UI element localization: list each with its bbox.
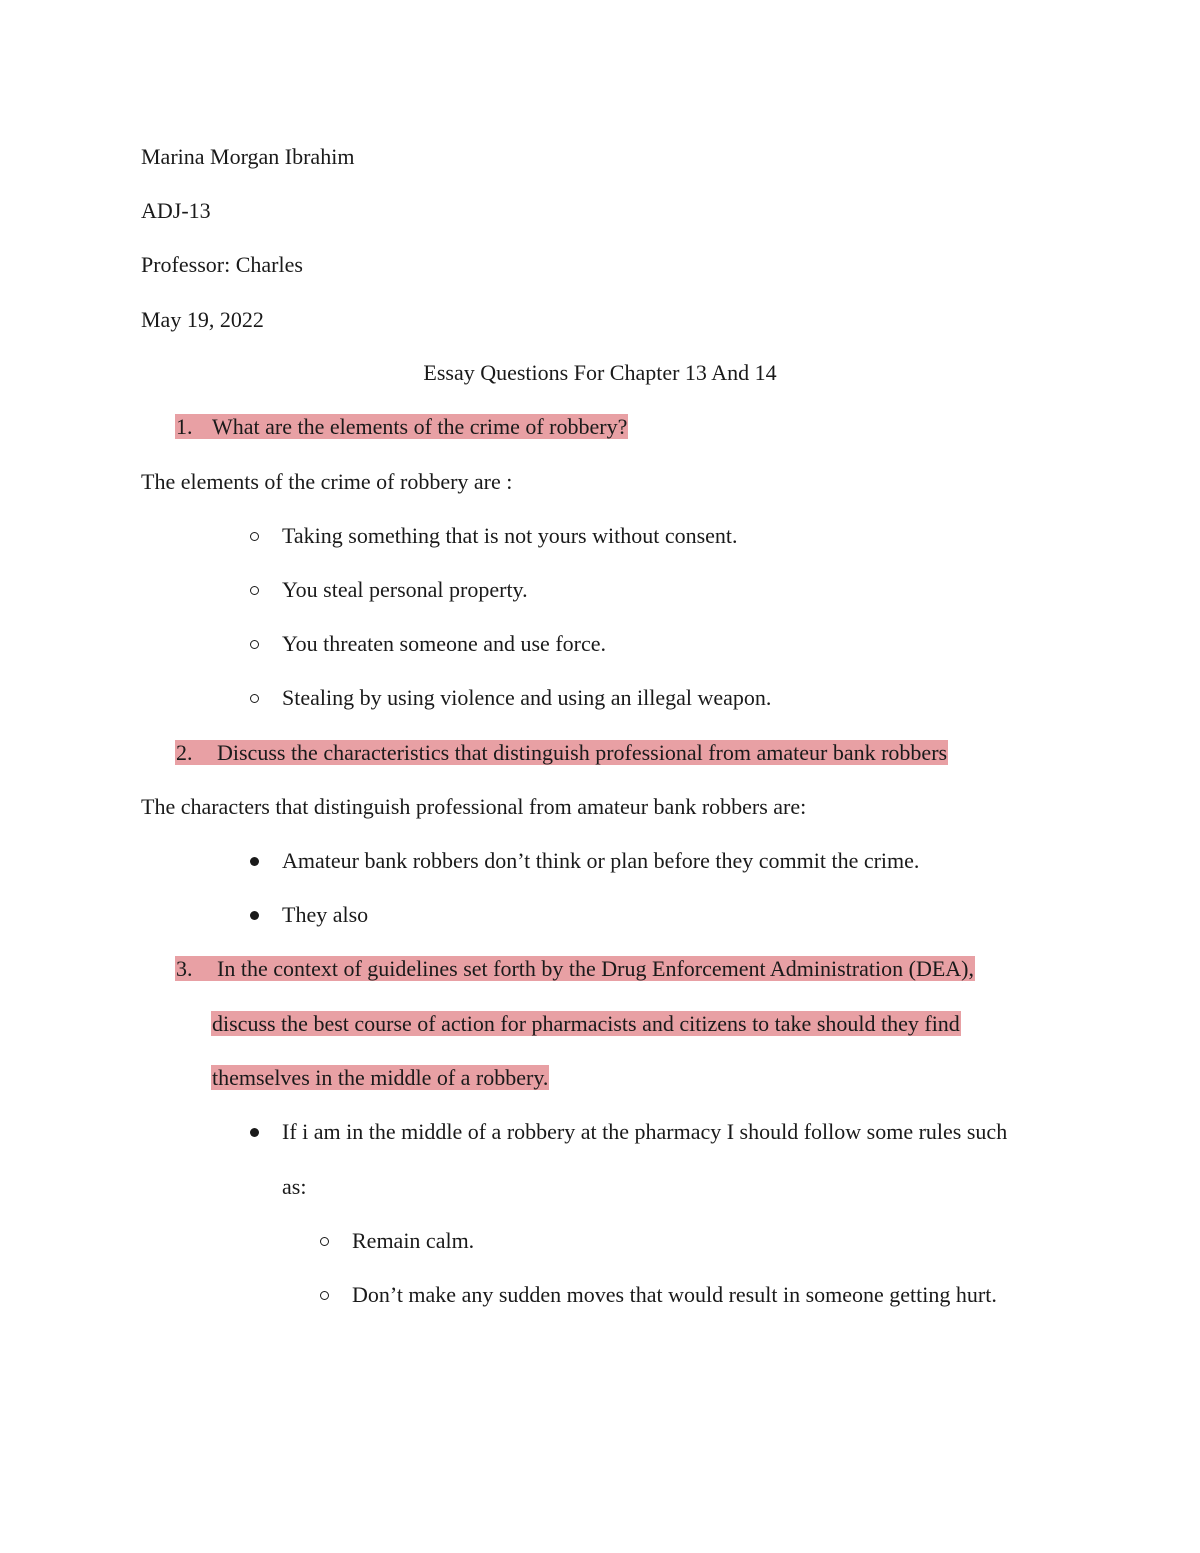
circle-bullet-icon — [320, 1291, 329, 1300]
question-3-text-line-1: In the context of guidelines set forth by the Drug Enforcement Administration (DEA), — [217, 956, 974, 981]
question-2-highlight — [175, 740, 948, 765]
list-item-text: You steal personal property. — [282, 577, 528, 602]
list-item-text: If i am in the middle of a robbery at the pharmacy I should follow some rules such — [282, 1119, 1008, 1144]
circle-bullet-icon — [250, 640, 259, 649]
list-item — [248, 901, 368, 929]
question-2 — [175, 739, 948, 767]
question-1-number: 1. — [176, 414, 193, 439]
sub-list-item-text: Don’t make any sudden moves that would result in someone getting hurt. — [352, 1282, 997, 1307]
course-code: ADJ-13 — [141, 198, 211, 223]
sub-list-item — [318, 1227, 474, 1255]
question-2-text: Discuss the characteristics that distinguish professional from amateur bank robbers — [217, 740, 948, 765]
question-3-text-line-2: discuss the best course of action for pharmacists and citizens to take should they find — [212, 1011, 960, 1036]
list-item — [248, 630, 606, 658]
circle-bullet-icon — [250, 586, 259, 595]
list-item — [248, 576, 528, 604]
answer-1-intro: The elements of the crime of robbery are : — [141, 469, 513, 494]
question-3-highlight — [175, 956, 975, 981]
question-3-line-3 — [211, 1064, 549, 1092]
sub-list-item — [318, 1281, 997, 1309]
question-1-text: What are the elements of the crime of robbery? — [212, 414, 628, 439]
question-1-highlight — [175, 414, 628, 439]
question-2-number: 2. — [176, 740, 193, 765]
question-3-text-line-3: themselves in the middle of a robbery. — [212, 1065, 549, 1090]
filled-bullet-icon — [250, 911, 259, 920]
question-3-number: 3. — [176, 956, 193, 981]
list-item — [248, 522, 738, 550]
list-item-text: Amateur bank robbers don’t think or plan before they commit the crime. — [282, 848, 920, 873]
question-1 — [175, 413, 628, 441]
list-item-text: Stealing by using violence and using an illegal weapon. — [282, 685, 772, 710]
essay-title: Essay Questions For Chapter 13 And 14 — [423, 360, 777, 385]
circle-bullet-icon — [320, 1237, 329, 1246]
list-item-continuation: as: — [282, 1174, 307, 1199]
circle-bullet-icon — [250, 694, 259, 703]
circle-bullet-icon — [250, 532, 259, 541]
sub-list-item-text: Remain calm. — [352, 1228, 475, 1253]
list-item — [248, 684, 771, 712]
author-name: Marina Morgan Ibrahim — [141, 144, 355, 169]
question-3 — [175, 955, 975, 983]
filled-bullet-icon — [250, 1128, 259, 1137]
list-item-text: They also — [282, 902, 369, 927]
list-item — [248, 847, 919, 875]
question-3-line-2 — [211, 1010, 961, 1038]
filled-bullet-icon — [250, 857, 259, 866]
answer-2-intro: The characters that distinguish professional from amateur bank robbers are: — [141, 794, 807, 819]
essay-date: May 19, 2022 — [141, 307, 264, 332]
list-item — [248, 1118, 1007, 1146]
list-item-text: Taking something that is not yours without consent. — [282, 523, 738, 548]
professor-name: Professor: Charles — [141, 252, 303, 277]
list-item-text: You threaten someone and use force. — [282, 631, 607, 656]
